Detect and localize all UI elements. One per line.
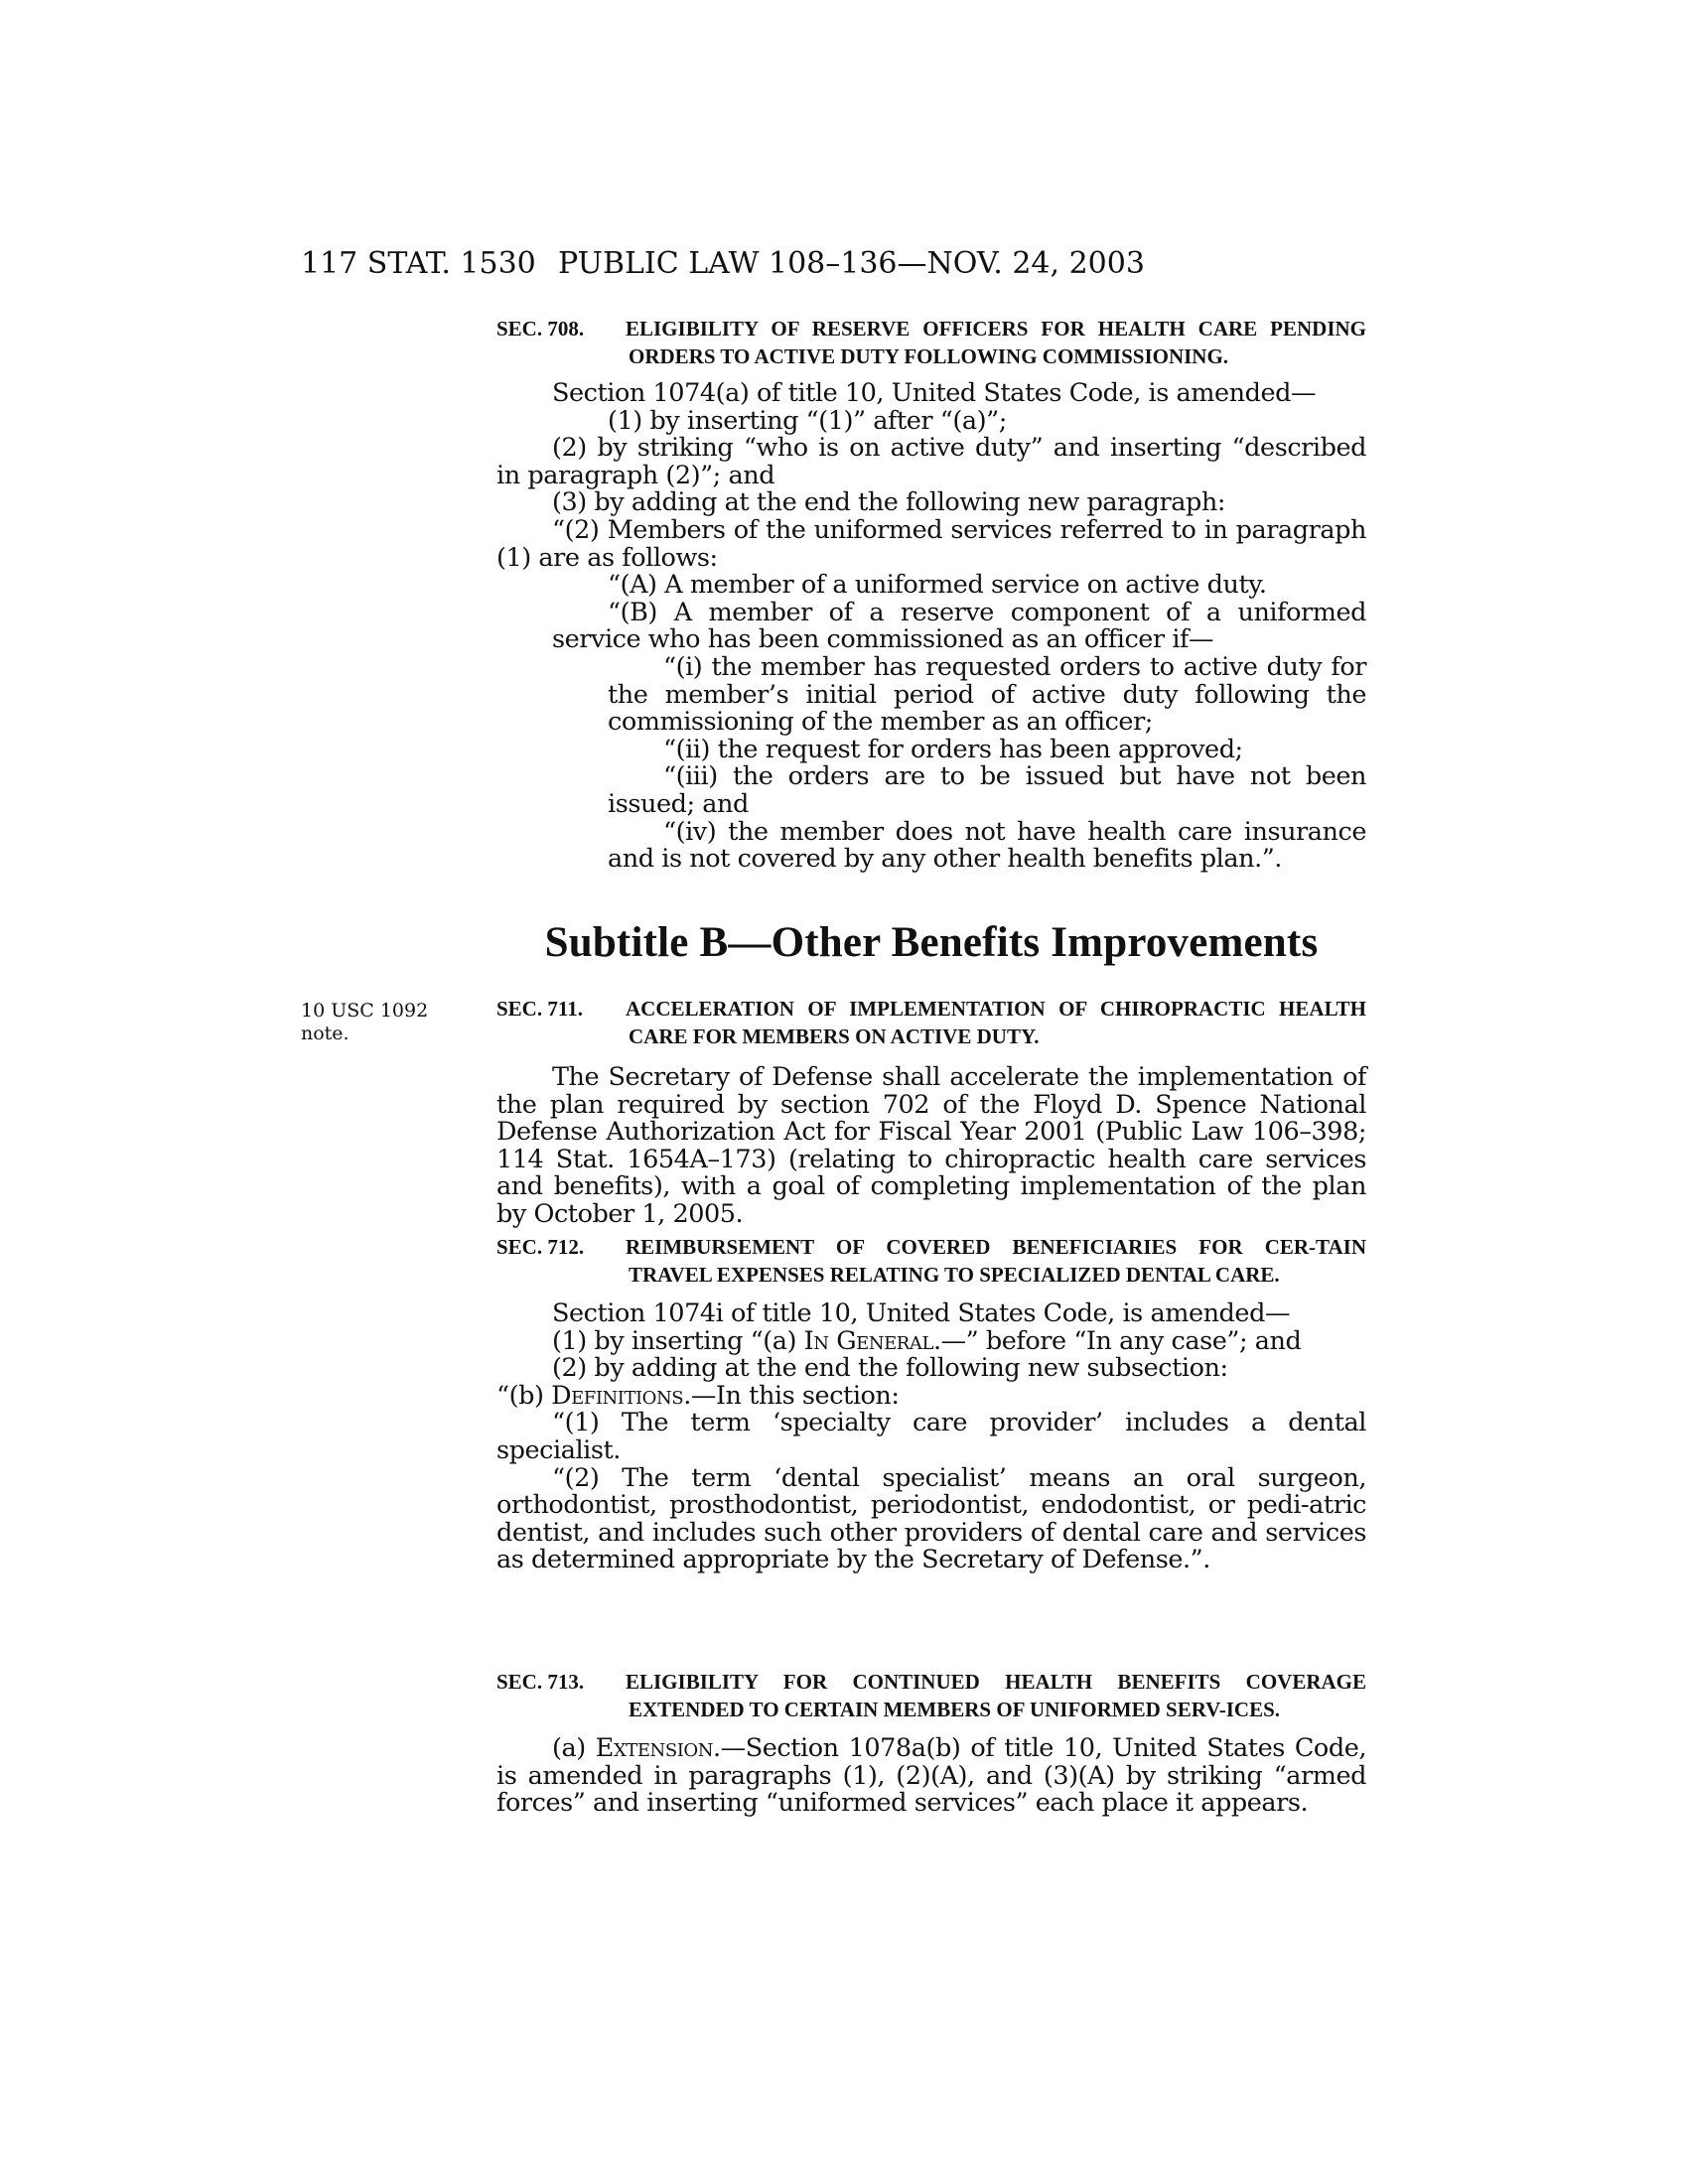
section-712 bbox=[496, 1234, 1366, 1574]
quoted-subsection: “(b) Definitions.—In this section: bbox=[496, 1380, 900, 1411]
amendment-intro: Section 1074i of title 10, United States Code, is amended— bbox=[552, 1298, 1290, 1328]
section-708 bbox=[496, 316, 1366, 874]
section-711 bbox=[496, 996, 1366, 1229]
quoted-clause: “(iv) the member does not have health care insurance and is not covered by any other health benefits plan.”. bbox=[608, 816, 1366, 875]
quoted-clause: “(iii) the orders are to be issued but have not been issued; and bbox=[608, 761, 1366, 819]
margin-note: 10 USC 1092 note. bbox=[301, 1000, 429, 1044]
subtitle-heading: Subtitle B—Other Benefits Improvements bbox=[544, 919, 1319, 966]
section-heading: SEC. 711. ACCELERATION OF IMPLEMENTATION OF CHIROPRACTIC HEALTH CARE FOR MEMBERS ON ACTIVE DUTY. bbox=[496, 997, 1366, 1048]
quoted-definition: “(2) The term ‘dental specialist’ means an oral surgeon, orthodontist, prosthodontist, periodontist, endodontist, or pedi-atric dentist, and includes such other providers of dental care and services as determined appropriate by the Secretary of Defense.”. bbox=[496, 1462, 1366, 1575]
quoted-subparagraph: “(B) A member of a reserve component of a uniformed service who has been commissioned as an officer if— bbox=[552, 597, 1366, 655]
public-law-header: PUBLIC LAW 108–136—NOV. 24, 2003 bbox=[558, 246, 1145, 281]
quoted-definition: “(1) The term ‘specialty care provider’ includes a dental specialist. bbox=[496, 1408, 1366, 1465]
amendment-item: (3) by adding at the end the following new paragraph: bbox=[552, 487, 1226, 518]
section-heading: SEC. 712. REIMBURSEMENT OF COVERED BENEFICIARIES FOR CER-TAIN TRAVEL EXPENSES RELATING TO SPECIALIZED DENTAL CARE. bbox=[496, 1235, 1366, 1287]
amendment-item: (2) by adding at the end the following new subsection: bbox=[552, 1353, 1228, 1384]
section-heading: SEC. 708. ELIGIBILITY OF RESERVE OFFICERS FOR HEALTH CARE PENDING ORDERS TO ACTIVE DUTY FOLLOWING COMMISSIONING. bbox=[496, 317, 1366, 368]
amendment-item: (1) by inserting “(1)” after “(a)”; bbox=[608, 405, 1007, 436]
amendment-item: (2) by striking “who is on active duty” and inserting “described in paragraph (2)”; and bbox=[496, 433, 1366, 490]
quoted-paragraph: “(2) Members of the uniformed services referred to in paragraph (1) are as follows: bbox=[496, 514, 1366, 573]
section-713 bbox=[496, 1669, 1366, 1818]
section-body: The Secretary of Defense shall accelerate the implementation of the plan required by section 702 of the Floyd D. Spence National Defense Authorization Act for Fiscal Year 2001 (Public Law 106–398; 114 Stat. 1654A–173) (relating to chiropractic health care services and benefits), with a goal of completing implementation of the plan by October 1, 2005. bbox=[496, 1062, 1366, 1229]
subsection-extension: (a) Extension.—Section 1078a(b) of title 10, United States Code, is amended in paragraphs (1), (2)(A), and (3)(A) by striking “armed forces” and inserting “uniformed services” each place it appears. bbox=[496, 1733, 1367, 1819]
quoted-clause: “(i) the member has requested orders to active duty for the member’s initial period of active duty following the commissioning of the member as an officer; bbox=[608, 651, 1366, 738]
quoted-clause: “(ii) the request for orders has been approved; bbox=[663, 734, 1243, 764]
quoted-subparagraph: “(A) A member of a uniformed service on active duty. bbox=[608, 570, 1267, 601]
stat-reference: 117 STAT. 1530 bbox=[301, 246, 536, 281]
amendment-item: (1) by inserting “(a) In General.—” before “In any case”; and bbox=[552, 1325, 1302, 1356]
amendment-intro: Section 1074(a) of title 10, United States Code, is amended— bbox=[552, 378, 1317, 408]
section-heading: SEC. 713. ELIGIBILITY FOR CONTINUED HEALTH BENEFITS COVERAGE EXTENDED TO CERTAIN MEMBERS OF UNIFORMED SERV-ICES. bbox=[496, 1670, 1366, 1721]
